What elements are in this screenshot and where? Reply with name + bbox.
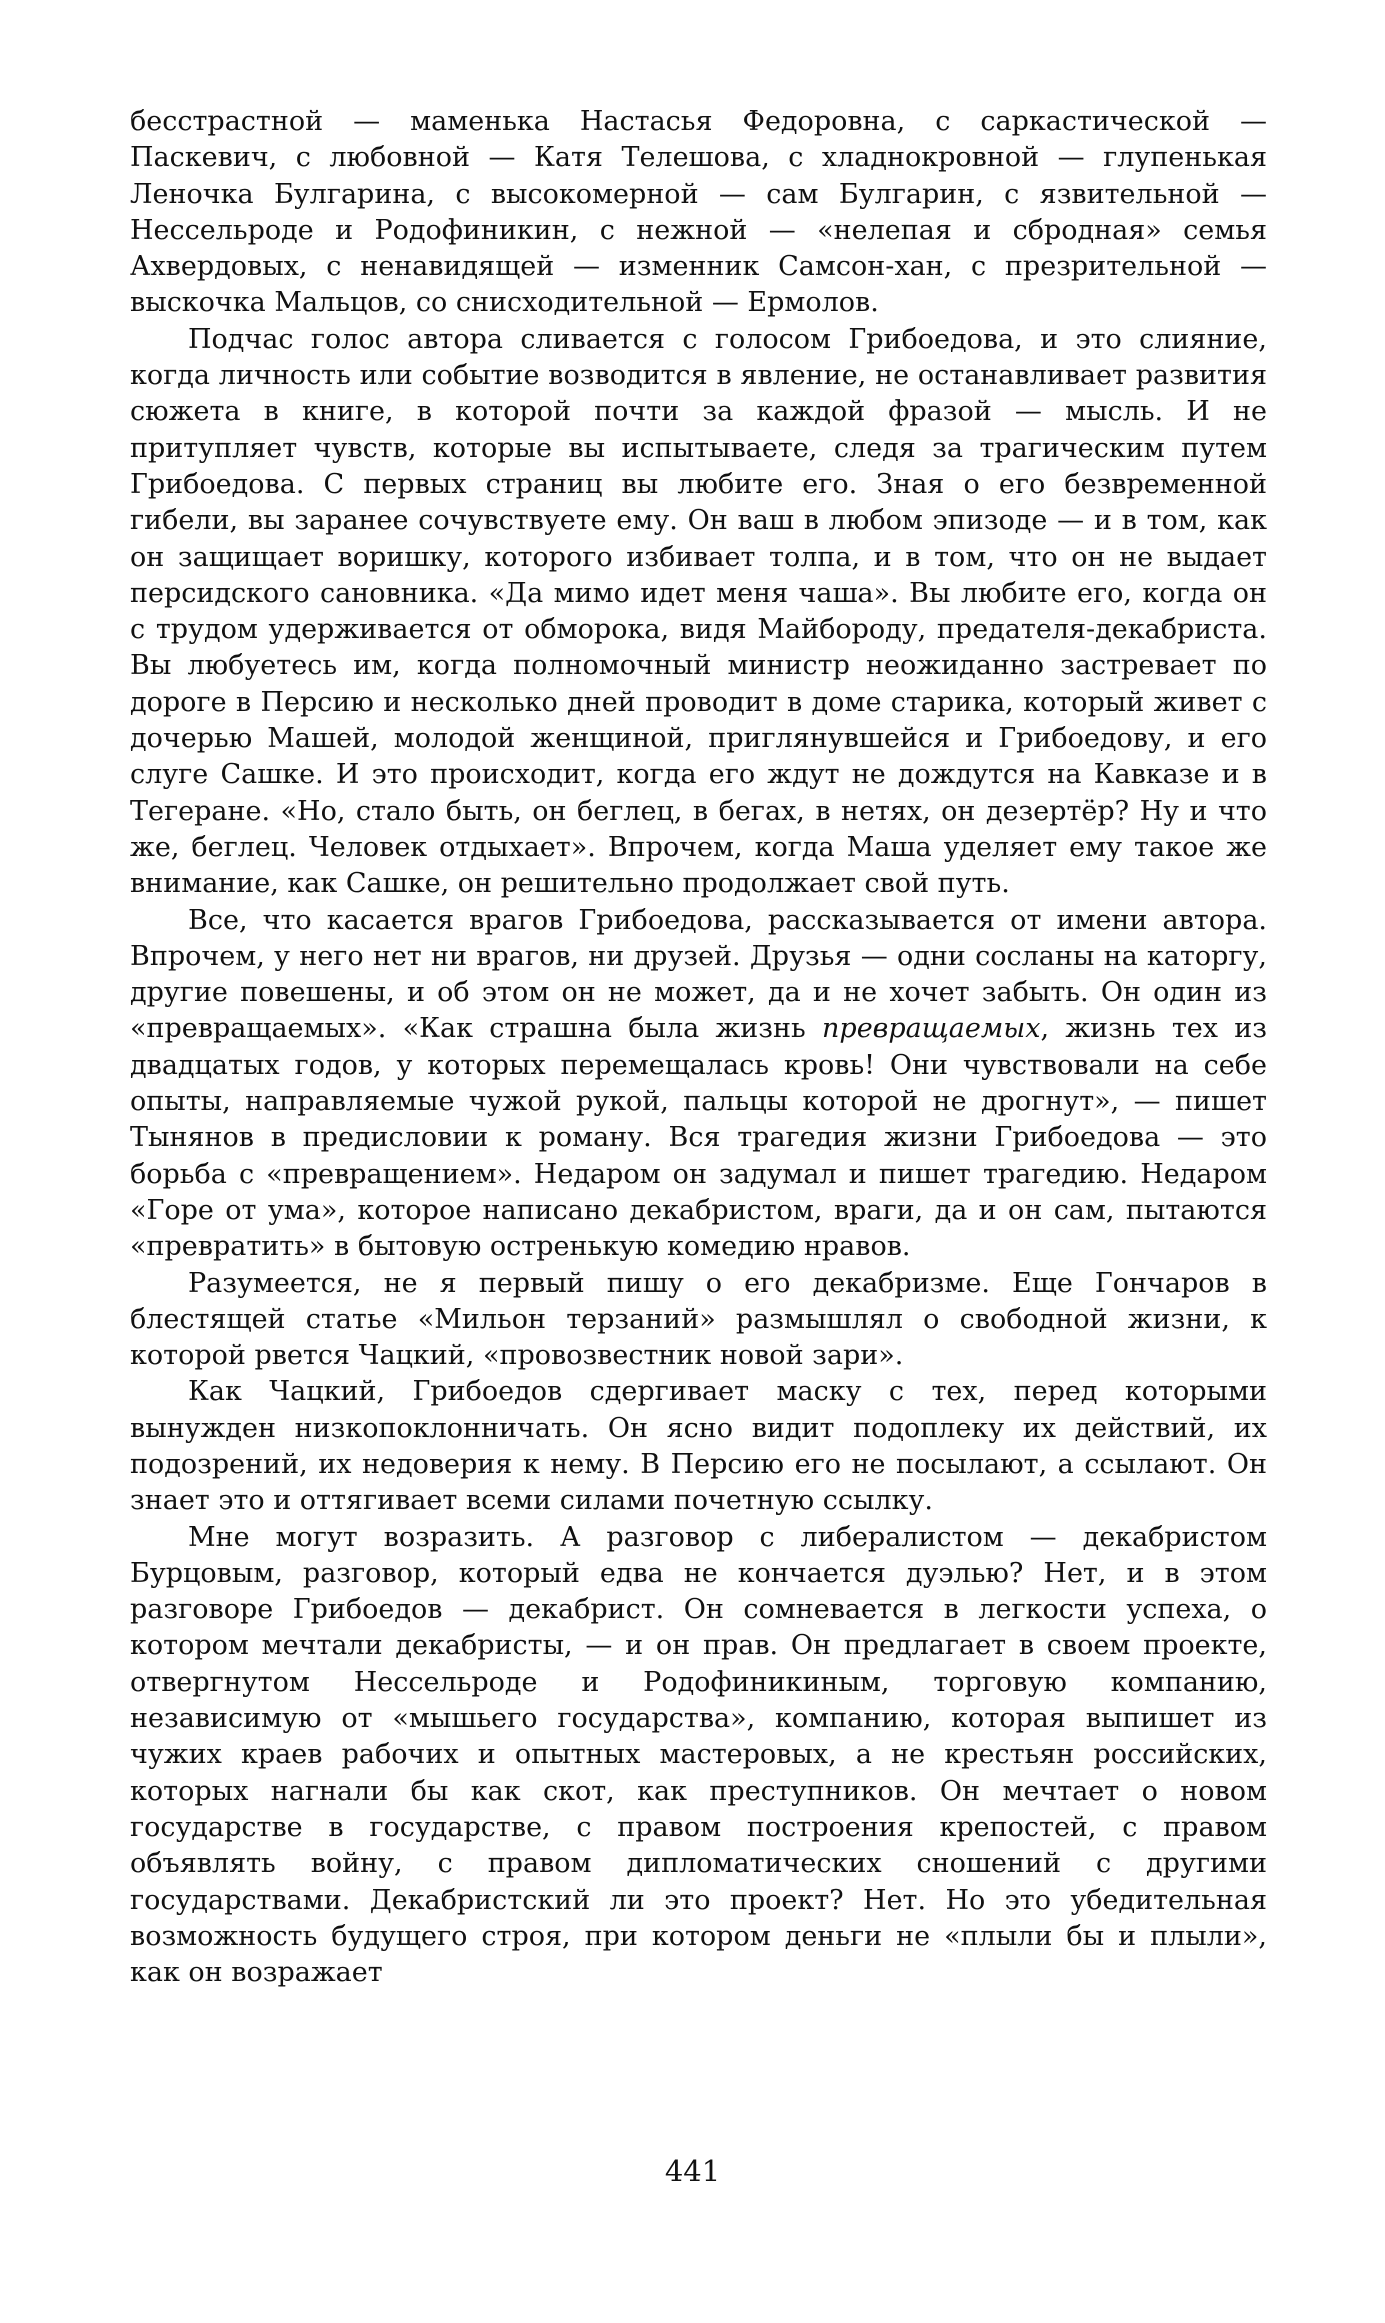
- paragraph-4: Разумеется, не я первый пишу о его декабризме. Еще Гончаров в блестящей статье «Мильон терзаний» размышлял о свободной жизни, к которой рвется Чацкий, «провозвестник новой зари».: [130, 1267, 1267, 1372]
- page-number: 441: [664, 2154, 721, 2188]
- body-text: [130, 104, 1267, 1991]
- paragraph-2: Подчас голос автора сливается с голосом Грибоедова, и это слияние, когда личность или событие возводится в явление, не останавливает развития сюжета в книге, в которой почти за каждой фразой — мысль. И не притупляет чувств, которые вы испытываете, следя за трагическим путем Грибоедова. С первых страниц вы любите его. Зная о его безвременной гибели, вы заранее сочувствуете ему. Он ваш в любом эпизоде — и в том, как он защищает воришку, которого избивает толпа, и в том, что он не выдает персидского сановника. «Да мимо идет меня чаша». Вы любите его, когда он с трудом удерживается от обморока, видя Майбороду, предателя-декабриста. Вы любуетесь им, когда полномочный министр неожиданно застревает по дороге в Персию и несколько дней проводит в доме старика, который живет с дочерью Машей, молодой женщиной, приглянувшейся и Грибоедову, и его слуге Сашке. И это происходит, когда его ждут не дождутся на Кавказе и в Тегеране. «Но, стало быть, он беглец, в бегах, в нетях, он дезертёр? Ну и что же, беглец. Человек отдыхает». Впрочем, когда Маша уделяет ему такое же внимание, как Сашке, он решительно продолжает свой путь.: [130, 323, 1267, 900]
- paragraph-3-part-2: , жизнь тех из двадцатых годов, у которых перемещалась кровь! Они чувствовали на себе опыты, направляемые чужой рукой, пальцы которой не дрогнут», — пишет Тынянов в предисловии к роману. Вся трагедия жизни Грибоедова — это борьба с «превращением». Недаром он задумал и пишет трагедию. Недаром «Горе от ума», которое написано декабристом, враги, да и он сам, пытаются «превратить» в бытовую остренькую комедию нравов.: [130, 1013, 1267, 1263]
- emphasized-word: превращаемых: [822, 1013, 1041, 1045]
- paragraph-3-part-1: Все, что касается врагов Грибоедова, рассказывается от имени автора. Впрочем, у него нет ни врагов, ни друзей. Друзья — одни сосланы на каторгу, другие повешены, и об этом он не может, да и не хочет забыть. Он один из «превращаемых». «Как страшна была жизнь: [130, 904, 1267, 1045]
- paragraph-6: Мне могут возразить. А разговор с либералистом — декабристом Бурцовым, разговор, который едва не кончается дуэлью? Нет, и в этом разговоре Грибоедов — декабрист. Он сомневается в легкости успеха, о котором мечтали декабристы, — и он прав. Он предлагает в своем проекте, отвергнутом Нессельроде и Родофиникиным, торговую компанию, независимую от «мышьего государства», компанию, которая выпишет из чужих краев рабочих и опытных мастеровых, а не крестьян российских, которых нагнали бы как скот, как преступников. Он мечтает о новом государстве в государстве, с правом построения крепостей, с правом объявлять войну, с правом дипломатических сношений с другими государствами. Декабристский ли это проект? Нет. Но это убедительная возможность будущего строя, при котором деньги не «плыли бы и плыли», как он возражает: [130, 1521, 1267, 1989]
- paragraph-3: [130, 903, 1267, 1266]
- paragraph-5: Как Чацкий, Грибоедов сдергивает маску с тех, перед которыми вынужден низкопоклонничать. Он ясно видит подоплеку их действий, их подозрений, их недоверия к нему. В Персию его не посылают, а ссылают. Он знает это и оттягивает всеми силами почетную ссылку.: [130, 1376, 1267, 1517]
- paragraph-1: бесстрастной — маменька Настасья Федоровна, с саркастической — Паскевич, с любовной — Катя Телешова, с хладнокровной — глупенькая Леночка Булгарина, с высокомерной — сам Булгарин, с язвительной — Нессельроде и Родофиникин, с нежной — «нелепая и сбродная» семья Ахвердовых, с ненавидящей — изменник Самсон-хан, с презрительной — выскочка Мальцов, со снисходительной — Ермолов.: [130, 106, 1267, 319]
